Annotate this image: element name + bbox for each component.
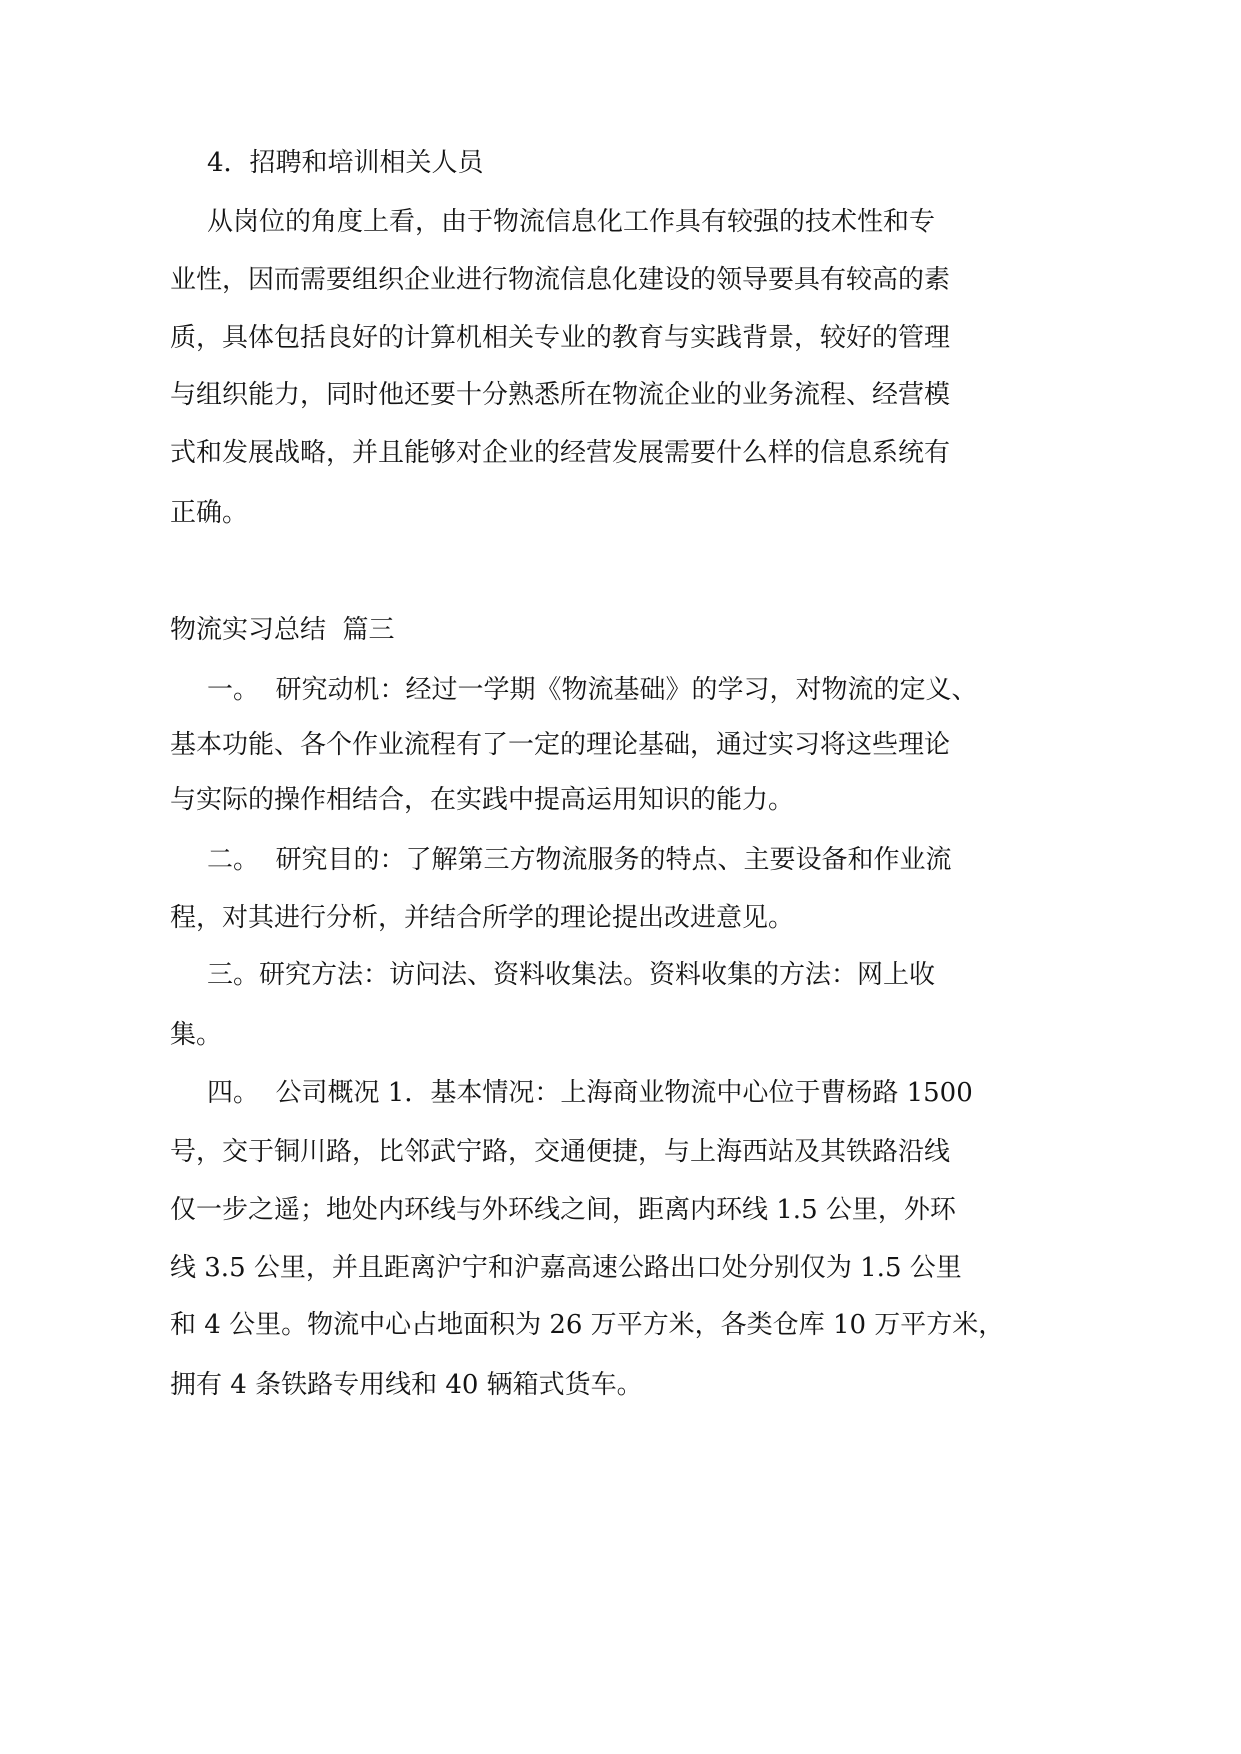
section-title: 物流实习总结 篇三: [170, 615, 395, 645]
paragraph-line: 正确。: [170, 498, 249, 528]
item-heading: 4．招聘和培训相关人员: [207, 148, 484, 178]
paragraph-line: 式和发展战略，并且能够对企业的经营发展需要什么样的信息系统有: [170, 438, 951, 468]
paragraph-line: 和 4 公里。物流中心占地面积为 26 万平方米，各类仓库 10 万平方米，: [170, 1310, 1005, 1340]
paragraph-line: 线 3.5 公里，并且距离沪宁和沪嘉高速公路出口处分别仅为 1.5 公里: [170, 1253, 962, 1283]
paragraph-line: 与组织能力，同时他还要十分熟悉所在物流企业的业务流程、经营模: [170, 380, 951, 410]
paragraph-line: 一。 研究动机：经过一学期《物流基础》的学习，对物流的定义、: [207, 675, 978, 705]
paragraph-line: 三。研究方法：访问法、资料收集法。资料收集的方法：网上收: [207, 960, 936, 990]
paragraph-line: 程，对其进行分析，并结合所学的理论提出改进意见。: [170, 903, 795, 933]
paragraph-line: 质，具体包括良好的计算机相关专业的教育与实践背景，较好的管理: [170, 323, 951, 353]
paragraph-line: 与实际的操作相结合，在实践中提高运用知识的能力。: [170, 785, 795, 815]
paragraph-line: 四。 公司概况 1．基本情况：上海商业物流中心位于曹杨路 1500: [207, 1078, 973, 1108]
paragraph-line: 集。: [170, 1020, 223, 1050]
paragraph-line: 号，交于铜川路，比邻武宁路，交通便捷，与上海西站及其铁路沿线: [170, 1137, 951, 1167]
paragraph-line: 仅一步之遥；地处内环线与外环线之间，距离内环线 1.5 公里，外环: [170, 1195, 956, 1225]
paragraph-line: 拥有 4 条铁路专用线和 40 辆箱式货车。: [170, 1370, 643, 1400]
paragraph-line: 二。 研究目的：了解第三方物流服务的特点、主要设备和作业流: [207, 845, 952, 875]
paragraph-line: 业性，因而需要组织企业进行物流信息化建设的领导要具有较高的素: [170, 265, 951, 295]
paragraph-line: 从岗位的角度上看，由于物流信息化工作具有较强的技术性和专: [207, 207, 936, 237]
paragraph-line: 基本功能、各个作业流程有了一定的理论基础，通过实习将这些理论: [170, 730, 951, 760]
